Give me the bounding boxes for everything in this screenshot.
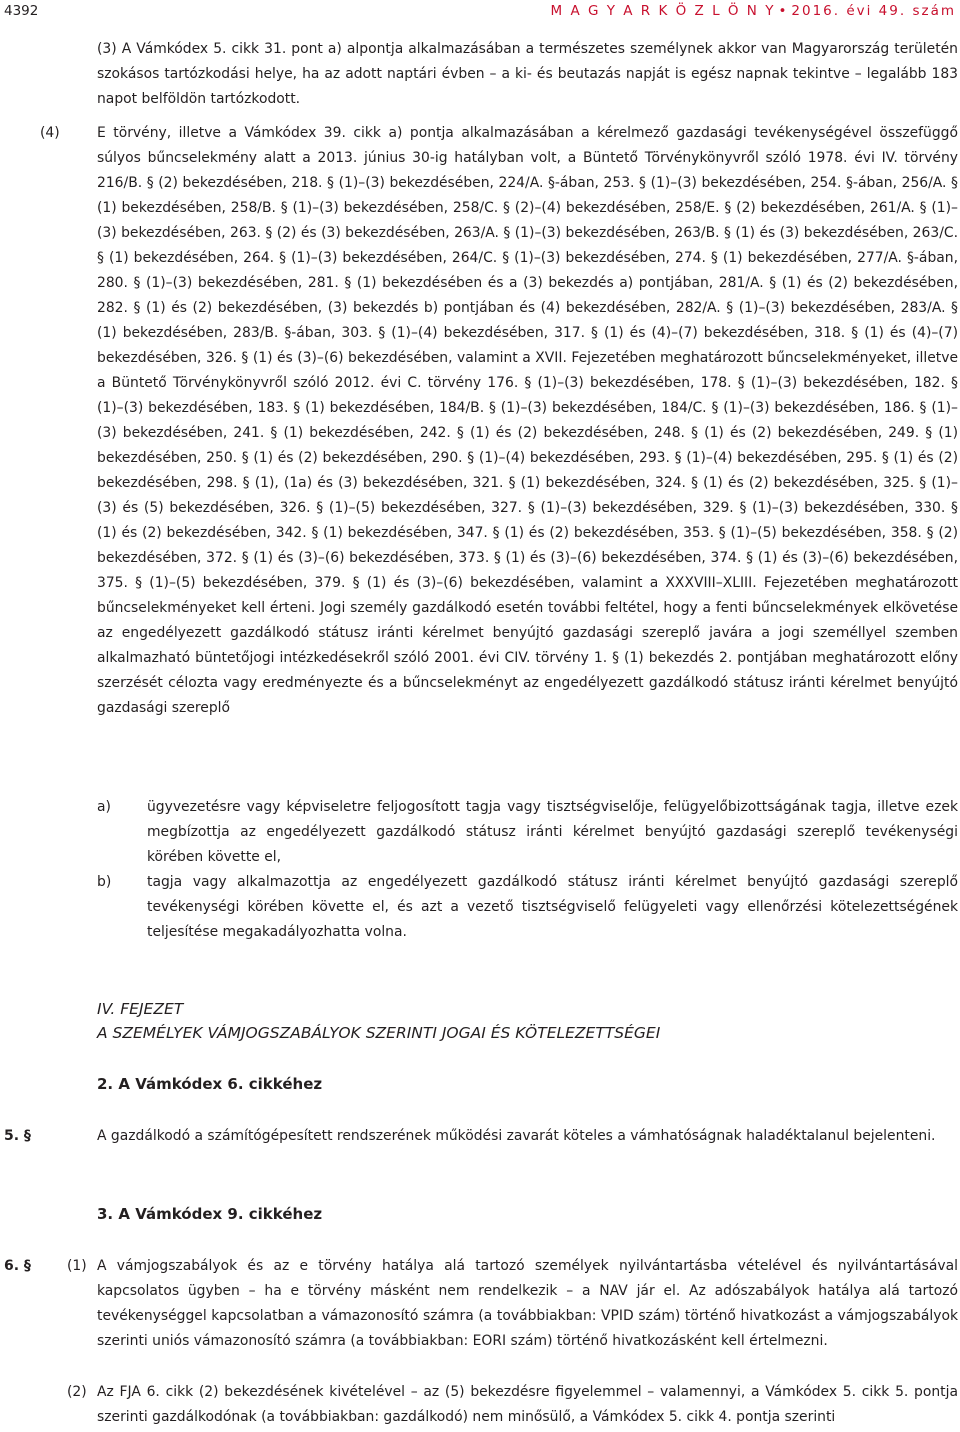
list-item-b-letter: b): [97, 874, 112, 890]
journal-name: M A G Y A R K Ö Z L Ö N Y: [550, 3, 776, 19]
list-item-b: tagja vagy alkalmazottja az engedélyezett gazdálkodó státusz iránti kérelmet benyújtó gazdasági szereplő tevékenységi körében követte el, és azt a vezető tisztségviselő felügyeleti vagy ellenőrzési kötelezettségének teljesítése megakadályozhatta volna.: [147, 874, 958, 940]
paragraph-3: (3) A Vámkódex 5. cikk 31. pont a) alpontja alkalmazásában a természetes személynek akkor van Magyarország területén szokásos tartózkodási helye, ha az adott naptári évben – a ki- és beutazás napját is egész napnak tekintve – legalább 183 napot belföldön tartózkodott.: [97, 41, 958, 107]
subheading-3: 3. A Vámkódex 9. cikkéhez: [97, 1205, 323, 1223]
section-6-para-1-number: (1): [67, 1258, 87, 1274]
journal-issue: 2016. évi 49. szám: [791, 3, 956, 19]
list-item-a: ügyvezetésre vagy képviseletre feljogosított tagja vagy tisztségviselője, felügyelőbizottságának tagja, illetve ezek megbízottja az engedélyezett gazdálkodó státusz iránti kérelmet benyújtó gazdasági szereplő tevékenységi körében követte el,: [147, 799, 958, 865]
section-5-text: A gazdálkodó a számítógépesített rendszerének működési zavarát köteles a vámhatóságnak haladéktalanul bejelenteni.: [97, 1128, 936, 1144]
separator-dot: •: [778, 3, 789, 19]
page-number: 4392: [4, 3, 39, 19]
section-6-para-1: A vámjogszabályok és az e törvény hatálya alá tartozó személyek nyilvántartásba vételével és nyilvántartásával kapcsolatos ügyben – ha e törvény másként nem rendelkezik – a NAV jár el. Az adószabályok hatálya alá tartozó tevékenységgel kapcsolatban a vámazonosító számra (a továbbiakban: VPID szám) történő hivatkozást a vámjogszabályok szerinti uniós vámazonosító számra (a továbbiakban: EORI szám) történő hivatkozásként kell értelmezni.: [97, 1258, 958, 1349]
journal-title: [551, 3, 956, 19]
section-6-para-2: Az FJA 6. cikk (2) bekezdésének kivételével – az (5) bekezdésre figyelemmel – valamennyi, a Vámkódex 5. cikk 5. pontja szerinti gazdálkodónak (a továbbiakban: gazdálkodó) nem minősülő, a Vámkódex 5. cikk 4. pontja szerinti: [97, 1384, 958, 1425]
section-6-para-2-number: (2): [67, 1384, 87, 1400]
chapter-number: IV. FEJEZET: [97, 1000, 184, 1018]
paragraph-4: E törvény, illetve a Vámkódex 39. cikk a) pontja alkalmazásában a kérelmező gazdasági tevékenységével összefüggő súlyos bűncselekmény alatt a 2013. június 30-ig hatályban volt, a Büntető Törvénykönyvről szóló 1978. évi IV. törvény 216/B. § (2) bekezdésében, 218. § (1)–(3) bekezdésében, 224/A. §-ában, 253. § (1)–(3) bekezdésében, 254. §-ában, 256/A. § (1) bekezdésében, 258/B. § (1)–(3) bekezdésében, 258/C. § (2)–(4) bekezdésében, 258/E. § (2) bekezdésében, 261/A. § (1)–(3) bekezdésében, 263. § (2) és (3) bekezdésében, 263/A. § (1)–(3) bekezdésében, 263/B. § (1) és (3) bekezdésében, 263/C. § (1) bekezdésében, 264. § (1)–(3) bekezdésében, 264/C. § (1)–(3) bekezdésében, 274. § (1) bekezdésében, 277/A. §-ában, 280. § (1)–(3) bekezdésében, 281. § (1) bekezdésében és a (3) bekezdés a) pontjában, 281/A. § (1) és (2) bekezdésében, 282. § (1) és (2) bekezdésében, (3) bekezdés b) pontjában és (4) bekezdésében, 282/A. § (1)–(3) bekezdésében, 283/A. § (1) bekezdésében, 283/B. §-ában, 303. § (1)–(4) bekezdésében, 317. § (1) és (4)–(7) bekezdésében, 318. § (1) és (4)–(7) bekezdésében, 326. § (1) és (3)–(6) bekezdésében, valamint a XVII. Fejezetében meghatározott bűncselekményeket, illetve a Büntető Törvénykönyvről szóló 2012. évi C. törvény 176. § (1)–(3) bekezdésében, 178. § (1)–(3) bekezdésében, 182. § (1)–(3) bekezdésében, 183. § (1) bekezdésében, 184/B. § (1)–(3) bekezdésében, 184/C. § (1)–(3) bekezdésében, 186. § (1)–(3) bekezdésében, 241. § (1) bekezdésében, 242. § (1) és (2) bekezdésében, 248. § (1) és (2) bekezdésében, 249. § (1) bekezdésében, 250. § (1) és (2) bekezdésében, 290. § (1)–(4) bekezdésében, 293. § (1)–(4) bekezdésében, 295. § (1) és (2) bekezdésében, 298. § (1), (1a) és (3) bekezdésében, 321. § (1) bekezdésében, 324. § (1) és (2) bekezdésében, 325. § (1)–(3) és (5) bekezdésében, 326. § (1)–(5) bekezdésében, 327. § (1)–(3) bekezdésében, 329. § (1)–(3) bekezdésében, 330. § (1) és (2) bekezdésében, 342. § (1) bekezdésében, 347. § (1) és (2) bekezdésében, 353. § (1)–(5) bekezdésében, 358. § (2) bekezdésében, 372. § (1) és (3)–(6) bekezdésében, 373. § (1) és (3)–(6) bekezdésében, 374. § (1) és (3)–(6) bekezdésében, 375. § (1)–(5) bekezdésében, 379. § (1) és (3)–(6) bekezdésében, valamint a XXXVIII–XLIII. Fejezetében meghatározott bűncselekményeket kell érteni. Jogi személy gazdálkodó esetén további feltétel, hogy a fenti bűncselekmények elkövetése az engedélyezett gazdálkodó státusz iránti kérelmet benyújtó gazdasági szereplő javára a jogi személlyel szemben alkalmazható büntetőjogi intézkedésekről szóló 2001. évi CIV. törvény 1. § (1) bekezdés 2. pontjában meghatározott előny szerzését célozta vagy eredményezte és a bűncselekményt az engedélyezett gazdálkodó státusz iránti kérelmet benyújtó gazdasági szereplő: [97, 125, 958, 716]
subheading-2: 2. A Vámkódex 6. cikkéhez: [97, 1075, 323, 1093]
page-header: [0, 0, 960, 26]
list-item-a-letter: a): [97, 799, 111, 815]
section-6-number: 6. §: [4, 1258, 31, 1274]
chapter-title: A SZEMÉLYEK VÁMJOGSZABÁLYOK SZERINTI JOGAI ÉS KÖTELEZETTSÉGEI: [97, 1024, 661, 1042]
section-5-number: 5. §: [4, 1128, 31, 1144]
paragraph-4-number: (4): [40, 125, 60, 141]
